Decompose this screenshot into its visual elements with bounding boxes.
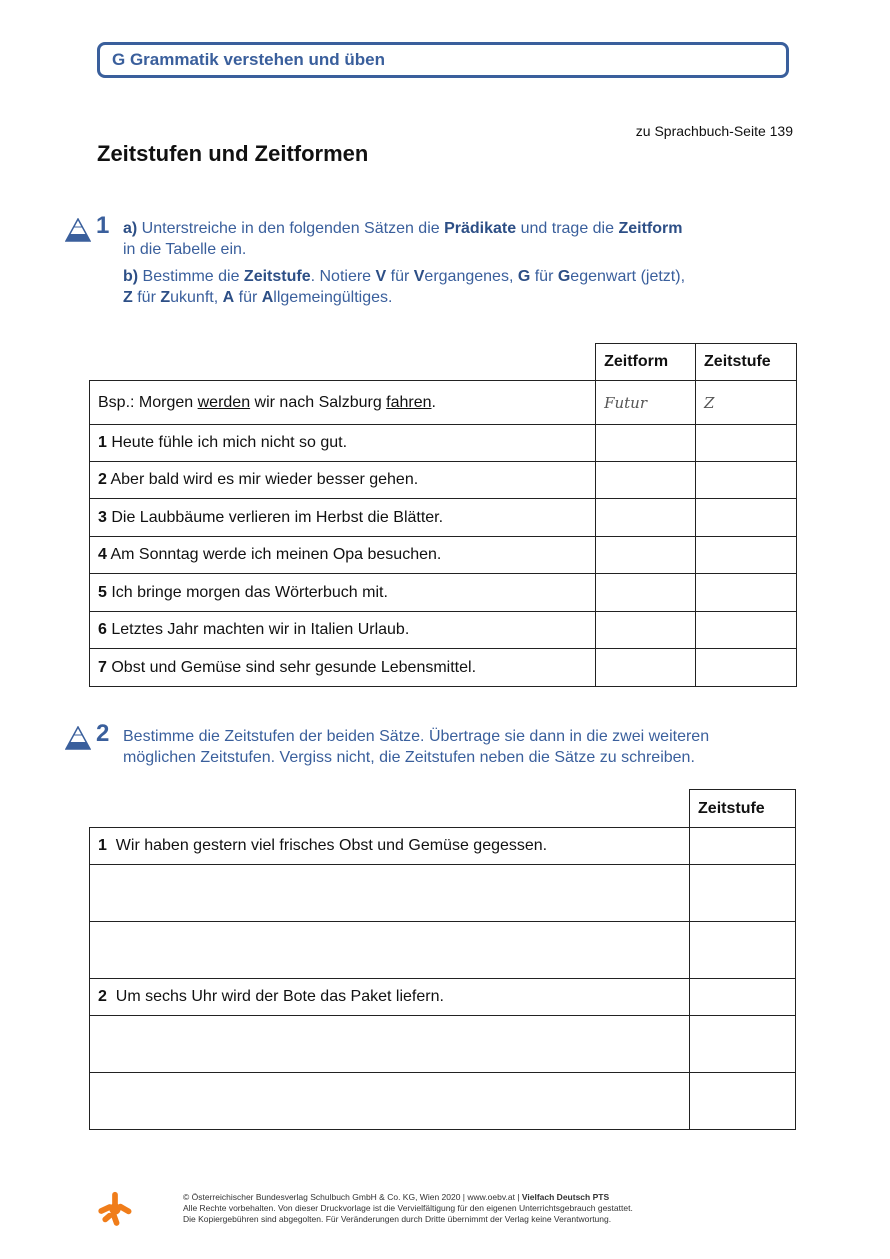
zeitstufe-field[interactable]	[696, 462, 797, 499]
table-row	[90, 828, 796, 865]
task-1-table	[89, 343, 797, 687]
zeitstufe-field[interactable]	[690, 1073, 796, 1130]
example-zeitform: Futur	[596, 381, 696, 425]
task-2-number: 2	[96, 720, 110, 747]
table-row	[90, 1073, 796, 1130]
section-header-title: G Grammatik verstehen und üben	[112, 50, 386, 69]
sentence: 4 Am Sonntag werde ich meinen Opa besuchen.	[90, 537, 596, 574]
sentence: 3 Die Laubbäume verlieren im Herbst die Blätter.	[90, 499, 596, 537]
publisher-logo-icon	[96, 1190, 134, 1228]
answer-field[interactable]	[90, 1073, 690, 1130]
page-reference: zu Sprachbuch-Seite 139	[635, 123, 793, 139]
sentence: 1 Heute fühle ich mich nicht so gut.	[90, 425, 596, 462]
sentence-2: 2 Um sechs Uhr wird der Bote das Paket liefern.	[90, 979, 690, 1016]
task-1b-instruction: b) Bestimme die Zeitstufe. Notiere V für Vergangenes, G für Gegenwart (jetzt), Z für Zukunft, A für Allgemeingültiges.	[123, 268, 686, 306]
sentence: 2 Aber bald wird es mir wieder besser gehen.	[90, 462, 596, 499]
footer-copyright: © Österreichischer Bundesverlag Schulbuch GmbH & Co. KG, Wien 2020 | www.oebv.at | Vielfach Deutsch PTS Alle Rechte vorbehalten. Von dieser Druckvorlage ist die Vervielfältigung für den eigenen Unterrichtsgebrauch gestattet. Die Kopiergebühren sind abgegolten. Für Veränderungen durch Dritte übernimmt der Verlag keine Verantwortung.	[183, 1192, 633, 1224]
zeitform-field[interactable]	[596, 574, 696, 612]
zeitform-field[interactable]	[596, 425, 696, 462]
section-header	[97, 42, 789, 78]
table-row	[90, 612, 797, 649]
zeitstufe-field[interactable]	[696, 649, 797, 687]
table-row	[90, 537, 797, 574]
zeitstufe-field[interactable]	[690, 979, 796, 1016]
task-1-number: 1	[96, 212, 110, 239]
sentence-1: 1 Wir haben gestern viel frisches Obst und Gemüse gegessen.	[90, 828, 690, 865]
task-2-table	[89, 789, 796, 1130]
sentence: 6 Letztes Jahr machten wir in Italien Urlaub.	[90, 612, 596, 649]
zeitform-field[interactable]	[596, 612, 696, 649]
task-1-instructions	[123, 218, 773, 314]
col-header-zeitform: Zeitform	[596, 344, 696, 381]
table-row	[90, 979, 796, 1016]
table-row	[90, 865, 796, 922]
col-header-zeitstufe: Zeitstufe	[696, 344, 797, 381]
zeitstufe-field[interactable]	[696, 537, 797, 574]
col-header-zeitstufe: Zeitstufe	[690, 790, 796, 828]
sentence: 5 Ich bringe morgen das Wörterbuch mit.	[90, 574, 596, 612]
table-row	[90, 425, 797, 462]
table-row	[90, 574, 797, 612]
page-title: Zeitstufen und Zeitformen	[97, 141, 369, 166]
zeitstufe-field[interactable]	[696, 574, 797, 612]
example-sentence: Bsp.: Morgen werden wir nach Salzburg fahren.	[90, 381, 596, 425]
difficulty-pyramid-icon	[65, 218, 91, 242]
table-row	[90, 922, 796, 979]
zeitstufe-field[interactable]	[696, 425, 797, 462]
zeitstufe-field[interactable]	[690, 922, 796, 979]
zeitstufe-field[interactable]	[690, 828, 796, 865]
sentence: 7 Obst und Gemüse sind sehr gesunde Lebensmittel.	[90, 649, 596, 687]
answer-field[interactable]	[90, 1016, 690, 1073]
zeitform-field[interactable]	[596, 649, 696, 687]
table-row	[90, 462, 797, 499]
example-zeitstufe: Z	[696, 381, 797, 425]
zeitstufe-field[interactable]	[696, 612, 797, 649]
table-row	[90, 649, 797, 687]
table-row	[90, 499, 797, 537]
zeitstufe-field[interactable]	[690, 1016, 796, 1073]
difficulty-pyramid-icon	[65, 726, 91, 750]
task-2-instruction: Bestimme die Zeitstufen der beiden Sätze. Übertrage sie dann in die zwei weiteren möglichen Zeitstufen. Vergiss nicht, die Zeitstufen neben die Sätze zu schreiben.	[123, 728, 710, 766]
zeitstufe-field[interactable]	[690, 865, 796, 922]
zeitform-field[interactable]	[596, 537, 696, 574]
zeitform-field[interactable]	[596, 499, 696, 537]
answer-field[interactable]	[90, 922, 690, 979]
zeitstufe-field[interactable]	[696, 499, 797, 537]
task-1a-instruction: a) Unterstreiche in den folgenden Sätzen die Prädikate und trage die Zeitform in die Tabelle ein.	[123, 220, 683, 258]
example-row	[90, 381, 797, 425]
table-row	[90, 1016, 796, 1073]
answer-field[interactable]	[90, 865, 690, 922]
zeitform-field[interactable]	[596, 462, 696, 499]
